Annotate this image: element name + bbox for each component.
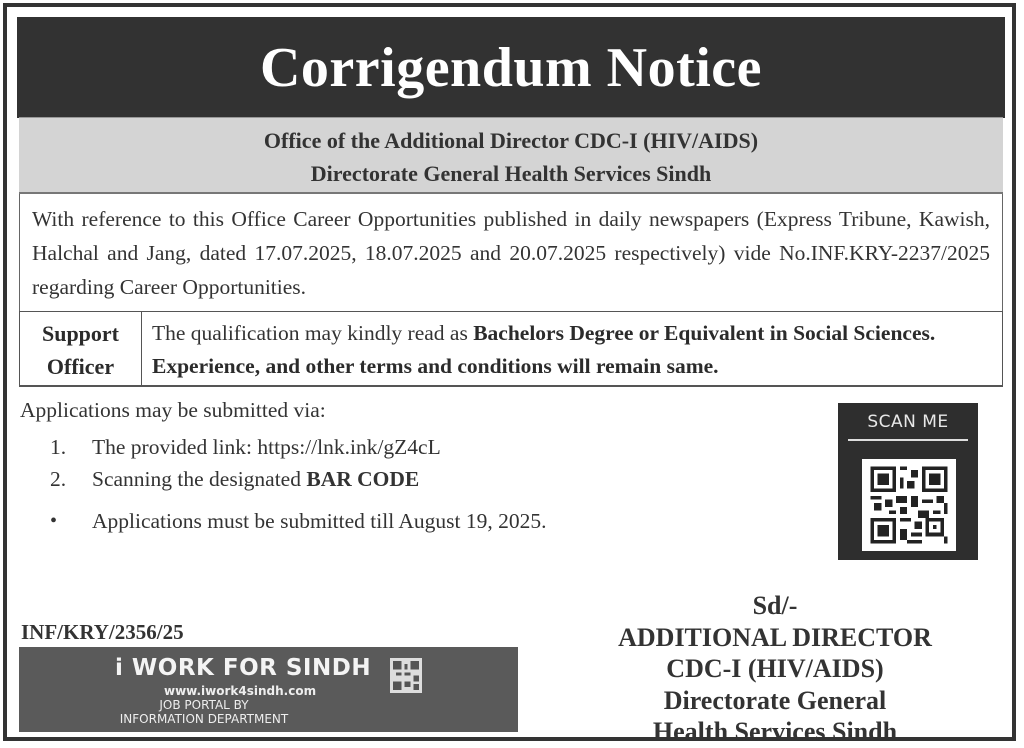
post-name-line-2: Officer: [46, 354, 115, 379]
reference-number: INF/KRY/2356/25: [21, 620, 184, 644]
apply-barcode-bold: BAR CODE: [306, 467, 420, 491]
notice-title: Corrigendum Notice: [259, 36, 762, 99]
signature-sd: Sd/-: [752, 591, 798, 620]
iwork-for-sindh-banner: [19, 647, 518, 732]
bullet-icon: •: [50, 510, 58, 532]
post-name-line-1: Support: [41, 321, 120, 346]
signature-line-4: Health Services Sindh: [652, 717, 898, 746]
list-number: 1.: [50, 435, 67, 459]
title-banner: [17, 17, 1005, 118]
apply-method-barcode: [20, 463, 800, 495]
scan-me-label: SCAN ME: [867, 412, 949, 432]
signature-block: [580, 590, 970, 748]
iwork-brand-text: WORK FOR SINDH: [131, 655, 372, 681]
iwork-brand: [115, 655, 371, 681]
deadline-item: [20, 505, 800, 537]
apply-link-text[interactable]: The provided link: https://lnk.ink/gZ4cL: [92, 435, 441, 459]
application-section: [20, 395, 800, 537]
scan-me-qr[interactable]: [838, 403, 978, 560]
signature-line-3: Directorate General: [663, 685, 887, 715]
qr-code-icon: [862, 459, 956, 551]
reference-paragraph: With reference to this Office Career Opportunities published in daily newspapers (Express Tribune, Kawish, Halchal and Jang, dated 17.07.2025, 18.07.2025 and 20.07.2025 respectively) vide No.INF.KRY-2237/2025 regarding Career Opportunities.: [19, 194, 1003, 311]
post-description-bold: Bachelors Degree or Equivalent in Social Sciences. Experience, and other terms and conditions will remain same.: [152, 321, 936, 378]
post-row: [19, 311, 1003, 387]
iwork-portal-line-1: JOB PORTAL BY: [159, 698, 249, 712]
iwork-portal-line-2: INFORMATION DEPARTMENT: [119, 712, 289, 726]
post-description: [142, 312, 1002, 385]
apply-lead: Applications may be submitted via:: [20, 398, 326, 422]
divider: [848, 439, 968, 441]
iwork-qr-code-icon: [390, 658, 422, 693]
deadline-text: Applications must be submitted till August 19, 2025.: [92, 509, 547, 533]
apply-method-link: [20, 431, 800, 463]
iwork-url[interactable]: www.iwork4sindh.com: [164, 684, 317, 698]
office-header: [19, 117, 1003, 194]
iwork-i-logo-icon: i: [115, 655, 132, 681]
signature-line-1: ADDITIONAL DIRECTOR: [618, 622, 932, 652]
apply-methods-list: [20, 431, 800, 495]
list-number: 2.: [50, 467, 67, 491]
office-line-2: Directorate General Health Services Sindh: [310, 161, 712, 186]
apply-barcode-text: Scanning the designated: [92, 467, 307, 491]
office-line-1: Office of the Additional Director CDC-I (HIV/AIDS): [263, 128, 759, 153]
signature-line-2: CDC-I (HIV/AIDS): [666, 654, 884, 683]
post-description-intro: The qualification may kindly read as: [152, 321, 474, 345]
post-name: [20, 312, 142, 385]
